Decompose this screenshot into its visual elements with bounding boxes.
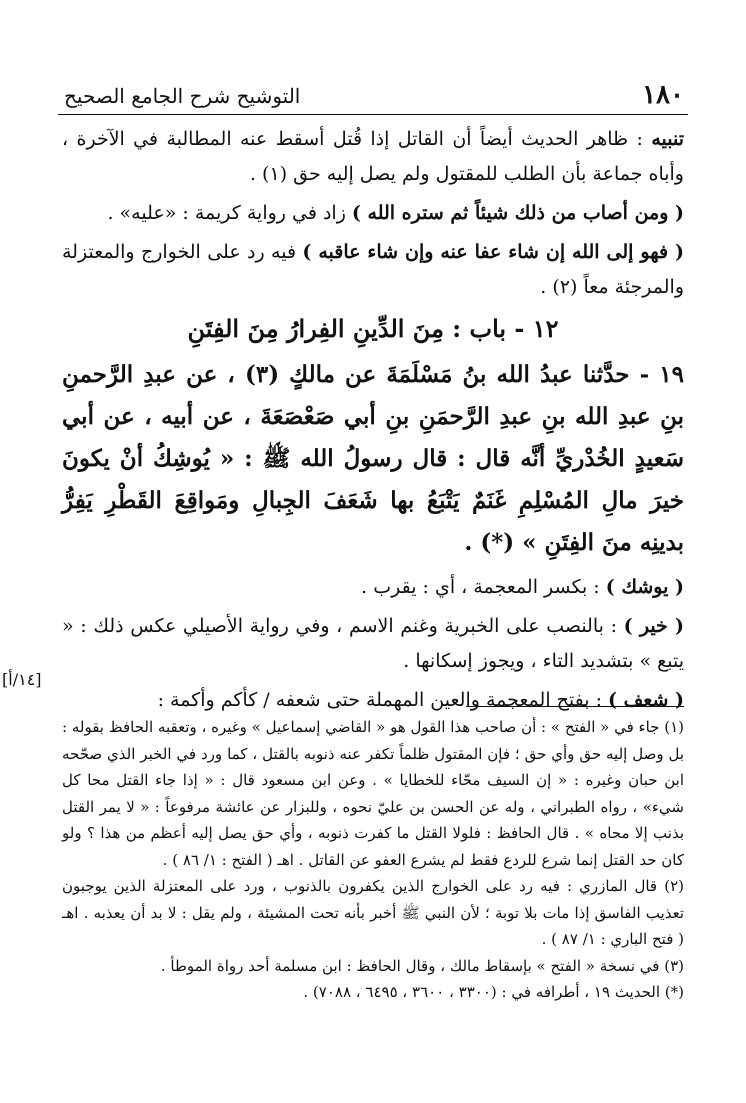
footnote: (٣) في نسخة « الفتح » بإسقاط مالك ، وقال الحافظ : ابن مسلمة أحد رواة الموطأ . [160,956,684,975]
quoted-phrase: ( فهو إلى الله إن شاء عفا عنه وإن شاء عاقبه ) [302,241,684,263]
footnote: (٢) قال المازري : فيه رد على الخوارج الذين يكفرون بالذنوب ، ورد على المعتزلة الذين يوجبون تعذيب الفاسق إذا مات بلا توبة ؛ لأن النبي ﷺ أخبر بأنه تحت المشيئة ، ولم يقل : لا بد أن يعذبه . اهـ ( فتح الباري : ١/ ٨٧ ) . [62,877,684,948]
paragraph-text: : بكسر المعجمة ، أي : يقرب . [361,576,606,598]
commentary-paragraph [62,570,684,605]
commentary-paragraph [62,683,684,718]
page-number: ١٨٠ [642,80,684,110]
paragraph-text: : ظاهر الحديث أيضاً أن القاتل إذا قُتل أسقط عنه المطالبة في الآخرة ، وأباه جماعة بأن الطلب للمقتول ولم يصل إليه حق (١) . [62,128,684,185]
commentary-paragraph [62,196,684,231]
paragraph-text: فيه رد على الخوارج والمعتزلة والمرجئة معاً (٢) . [62,241,684,298]
paragraph-text: : بفتح المعجمة والعين المهملة حتى شعفه / كأكم وأكمة : [157,689,609,711]
hadith-text [62,354,684,564]
quoted-phrase: ( يوشك ) [605,576,684,598]
paragraph-text: : بالنصب على الخبرية وغنم الاسم ، وفي رواية الأصيلي عكس ذلك : « يتبع » بتشديد التاء ، ويجوز إسكانها . [62,615,684,672]
quoted-phrase: ( شعف ) [608,689,684,711]
paragraph-lead: تنبيه [651,128,684,150]
hadith-number: ١٩ - [629,361,684,388]
footnote: (*) الحديث ١٩ ، أطرافه في : (٣٣٠٠ ، ٣٦٠٠ ، ٦٤٩٥ ، ٧٠٨٨) . [303,983,684,1001]
chapter-heading: ١٢ - باب : مِنَ الدِّينِ الفِرارُ مِنَ الفِتَنِ [187,314,559,343]
footnote: (١) جاء في « الفتح » : أن صاحب هذا القول هو « القاضي إسماعيل » وغيره ، وتعقبه الحافظ بقوله : بل وصل إليه حق وأي حق ؛ فإن المقتول ظلماً تكفر عنه ذنوبه بالقتل ، كما ورد في الخبر الذي صحّحه ابن حبان وغيره : « إن السيف محّاء للخطايا » . وعن ابن مسعود قال : « إذا جاء القتل محا كل شيء» ، رواه الطبراني ، وله عن الحسن بن عليّ نحوه ، وللبزار عن عائشة مرفوعاً : « لا يمر القتل بذنب إلا محاه » . قال الحافظ : فلولا القتل ما كفرت ذنوبه ، وأي حق يصل إليه أعظم من هذا ؟ ولو كان حد القتل إنما شرع للردع فقط لم يشرع العفو عن القاتل . اهـ ( الفتح : ١/ ٨٦ ) . [62,718,684,869]
running-title: التوشيح شرح الجامع الصحيح [64,84,301,108]
quoted-phrase: ( خير ) [623,615,685,637]
paragraph-text: زاد في رواية كريمة : «عليه» . [107,202,352,224]
folio-marker: [١٤/أ] [2,670,42,689]
hadith-body: حدَّثنا عبدُ الله بنُ مَسْلَمَةَ عن مالكٍ (٣) ، عن عبدِ الرَّحمنِ بنِ عبدِ الله بنِ عبدِ الرَّحمَنِ بنِ أبي صَعْصَعَةَ ، عن أبيه ، عن أبي سَعيدٍ الخُدْريِّ أنَّه قال : قال رسولُ الله ﷺ : « يُوشِكُ أنْ يكونَ خيرَ مالِ المُسْلِمِ غَنَمٌ يَتْبَعُ بها شَعَفَ الجِبالِ ومَواقِعَ القَطْرِ يَفِرُّ بدينِه منَ الفِتَنِ » (*) . [62,361,684,556]
note-paragraph [62,122,684,192]
footnote-separator [466,706,684,707]
main-text [62,122,684,722]
commentary-paragraph [62,235,684,305]
commentary-paragraph [62,609,684,679]
footnotes [62,714,684,1006]
quoted-phrase: ( ومن أصاب من ذلك شيئاً ثم ستره الله ) [351,202,684,224]
page-header [58,78,688,115]
